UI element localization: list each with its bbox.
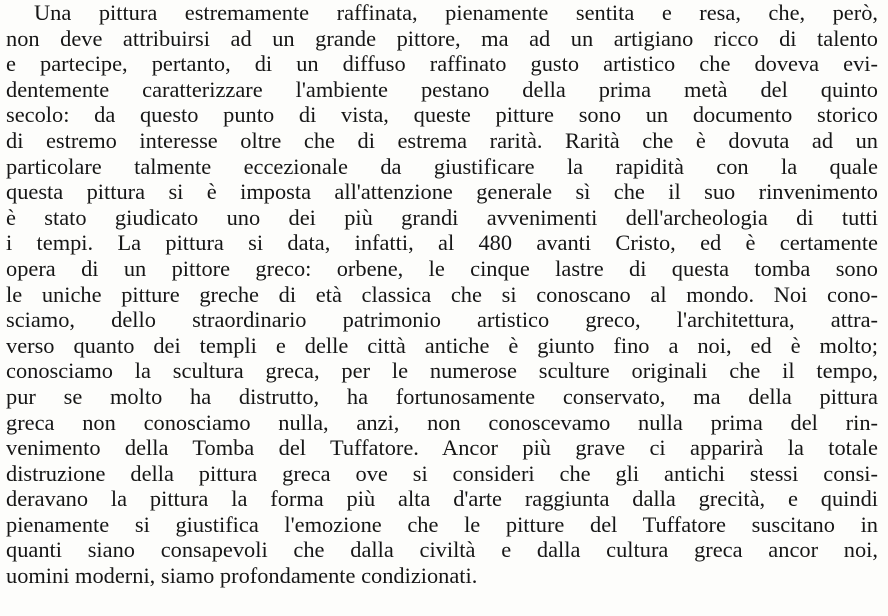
text-line-10: i tempi. La pittura si data, infatti, al 480 avanti Cristo, ed è certamente (6, 230, 878, 256)
text-line-21: pienamente si giustifica l'emozione che le pitture del Tuffatore suscitano in (6, 511, 878, 537)
text-line-9: è stato giudicato uno dei più grandi avvenimenti dell'archeologia di tutti (6, 204, 878, 230)
text-line-3: e partecipe, pertanto, di un diffuso raffinato gusto artistico che doveva evi- (6, 51, 878, 77)
text-line-17: greca non conosciamo nulla, anzi, non conoscevamo nulla prima del rin- (6, 409, 878, 435)
text-line-4: dentemente caratterizzare l'ambiente pestano della prima metà del quinto (6, 76, 878, 102)
text-line-19: distruzione della pittura greca ove si consideri che gli antichi stessi consi- (6, 460, 878, 486)
text-line-22: quanti siano consapevoli che dalla civiltà e dalla cultura greca ancor noi, (6, 537, 878, 563)
text-line-14: verso quanto dei templi e delle città antiche è giunto fino a noi, ed è molto; (6, 332, 878, 358)
text-line-11: opera di un pittore greco: orbene, le cinque lastre di questa tomba sono (6, 255, 878, 281)
text-line-18: venimento della Tomba del Tuffatore. Ancor più grave ci apparirà la totale (6, 435, 878, 461)
text-line-1: Una pittura estremamente raffinata, pienamente sentita e resa, che, però, (34, 0, 878, 25)
text-line-20: deravano la pittura la forma più alta d'arte raggiunta dalla grecità, e quindi (6, 486, 878, 512)
text-line-15: conosciamo la scultura greca, per le numerose sculture originali che il tempo, (6, 358, 878, 384)
text-line-2: non deve attribuirsi ad un grande pittore, ma ad un artigiano ricco di talento (6, 25, 878, 51)
text-line-7: particolare talmente eccezionale da giustificare la rapidità con la quale (6, 153, 878, 179)
text-line-8: questa pittura si è imposta all'attenzione generale sì che il suo rinvenimento (6, 179, 878, 205)
text-line-23: uomini moderni, siamo profondamente condizionati. (6, 563, 478, 589)
body-paragraph (6, 0, 878, 589)
text-line-16: pur se molto ha distrutto, ha fortunosamente conservato, ma della pittura (6, 383, 878, 409)
text-line-12: le uniche pitture greche di età classica che si conoscano al mondo. Noi cono- (6, 281, 878, 307)
text-line-5: secolo: da questo punto di vista, queste pitture sono un documento storico (6, 102, 878, 128)
text-line-13: sciamo, dello straordinario patrimonio artistico greco, l'architettura, attra- (6, 307, 878, 333)
text-line-6: di estremo interesse oltre che di estrema rarità. Rarità che è dovuta ad un (6, 127, 878, 153)
